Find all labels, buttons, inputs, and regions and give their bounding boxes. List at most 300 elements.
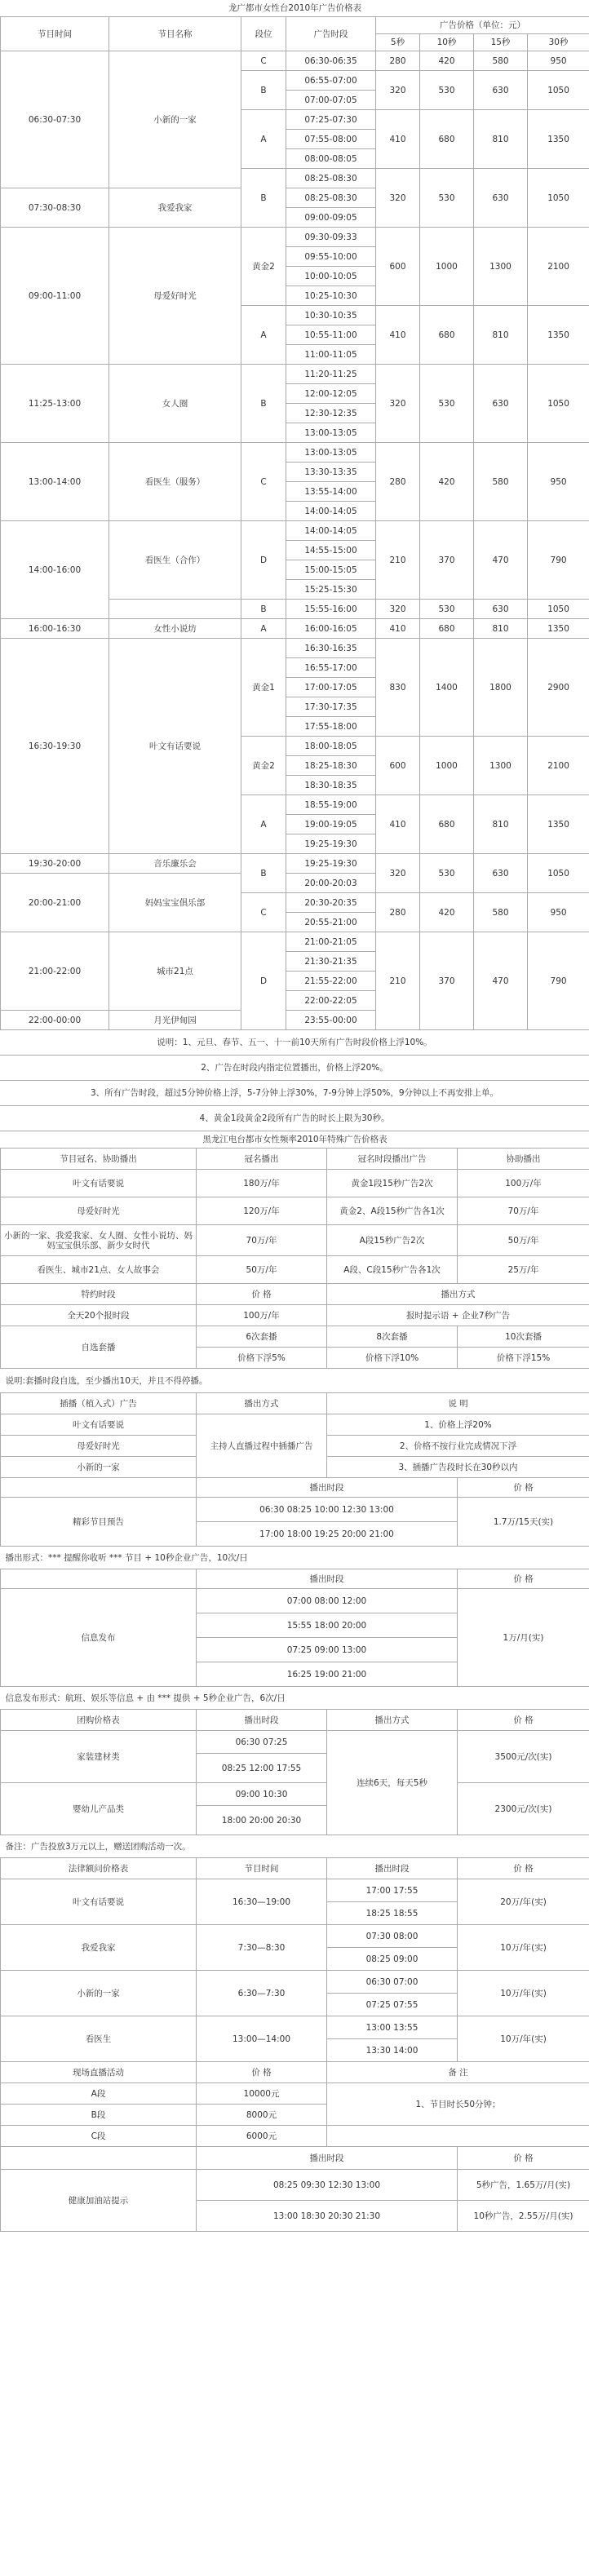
special-cell: 价 格 bbox=[458, 2147, 589, 2170]
schedule-cell: 母爱好时光 bbox=[109, 228, 241, 365]
special-cell: 播出时段 bbox=[197, 1710, 327, 1731]
special-cell: 20万/年(实) bbox=[458, 1879, 589, 1925]
schedule-cell: 1800 bbox=[474, 639, 528, 737]
schedule-cell: 810 bbox=[474, 619, 528, 639]
special-cell: 小新的一家 bbox=[1, 1457, 197, 1478]
schedule-cell: 16:55-17:00 bbox=[286, 658, 376, 678]
schedule-cell: 680 bbox=[420, 619, 474, 639]
special-cell: 信息发布形式：航班、娱乐等信息 + 由 *** 提供 + 5秒企业广告，6次/日 bbox=[1, 1687, 589, 1710]
schedule-cell: 我爱我家 bbox=[109, 188, 241, 228]
special-cell bbox=[1, 1478, 197, 1498]
special-cell: 06:30 07:00 bbox=[327, 1971, 458, 1994]
special-cell: 节目时间 bbox=[197, 1858, 327, 1879]
special-cell: 家装建材类 bbox=[1, 1731, 197, 1783]
schedule-cell: 21:30-21:35 bbox=[286, 952, 376, 972]
schedule-cell: 23:55-00:00 bbox=[286, 1011, 376, 1030]
schedule-cell: 15:00-15:05 bbox=[286, 560, 376, 580]
schedule-cell: 320 bbox=[376, 600, 420, 619]
special-cell: 说 明 bbox=[327, 1393, 589, 1414]
special-cell: 信息发布 bbox=[1, 1589, 197, 1687]
schedule-cell: 城市21点 bbox=[109, 932, 241, 1011]
special-cell: 价 格 bbox=[197, 2062, 327, 2083]
special-row bbox=[1, 1170, 589, 1197]
special-cell: 25万/年 bbox=[458, 1256, 589, 1284]
special-row bbox=[1, 1305, 589, 1326]
schedule-cell: 680 bbox=[420, 110, 474, 169]
special-cell: 07:00 08:00 12:00 bbox=[197, 1589, 458, 1613]
special-cell: 08:25 09:30 12:30 13:00 bbox=[197, 2170, 458, 2201]
schedule-cell: 1350 bbox=[528, 795, 589, 854]
schedule-cell: 20:00-21:00 bbox=[1, 874, 109, 932]
schedule-cell: C bbox=[241, 51, 286, 71]
schedule-cell: C bbox=[241, 443, 286, 521]
schedule-cell: 10秒 bbox=[420, 34, 474, 51]
special-cell: 播出时段 bbox=[197, 1478, 458, 1498]
special-row bbox=[1, 2016, 589, 2039]
special-row bbox=[1, 1589, 589, 1613]
schedule-cell: 630 bbox=[474, 854, 528, 893]
special-cell: 8次套播 bbox=[327, 1326, 458, 1348]
special-cell: 婴幼儿产品类 bbox=[1, 1783, 197, 1835]
special-cell: 看医生 bbox=[1, 2016, 197, 2062]
schedule-row bbox=[1, 443, 589, 463]
schedule-cell: 580 bbox=[474, 51, 528, 71]
note-line: 4、黄金1段黄金2段所有广告的时长上限为30秒。 bbox=[0, 1106, 589, 1131]
schedule-cell: 节目时间 bbox=[1, 17, 109, 51]
special-cell: 50万/年 bbox=[458, 1225, 589, 1256]
schedule-cell: A bbox=[241, 795, 286, 854]
schedule-cell: 630 bbox=[474, 169, 528, 228]
schedule-cell: 月光伊甸园 bbox=[109, 1011, 241, 1030]
schedule-cell: 07:55-08:00 bbox=[286, 130, 376, 149]
special-row bbox=[1, 2126, 589, 2147]
special-cell: 13:00—14:00 bbox=[197, 2016, 327, 2062]
special-row bbox=[1, 2170, 589, 2201]
schedule-cell: 14:00-14:05 bbox=[286, 521, 376, 541]
special-price-table bbox=[0, 1131, 589, 2232]
special-row bbox=[1, 2083, 589, 2105]
schedule-cell: B bbox=[241, 169, 286, 228]
schedule-cell: 10:30-10:35 bbox=[286, 306, 376, 325]
special-cell: 叶文有话要说 bbox=[1, 1414, 197, 1436]
special-cell: 冠名播出 bbox=[197, 1149, 327, 1170]
schedule-cell: 21:55-22:00 bbox=[286, 972, 376, 991]
schedule-cell: 06:55-07:00 bbox=[286, 71, 376, 91]
special-cell: 10万/年(实) bbox=[458, 2016, 589, 2062]
special-row bbox=[1, 1569, 589, 1589]
special-cell: 13:30 14:00 bbox=[327, 2039, 458, 2062]
schedule-cell: 黄金2 bbox=[241, 737, 286, 795]
schedule-cell: 530 bbox=[420, 854, 474, 893]
schedule-cell: 950 bbox=[528, 443, 589, 521]
special-cell: 13:00 13:55 bbox=[327, 2016, 458, 2039]
schedule-cell: 09:00-09:05 bbox=[286, 208, 376, 228]
schedule-cell: 14:55-15:00 bbox=[286, 541, 376, 560]
schedule-cell: 420 bbox=[420, 443, 474, 521]
schedule-cell: 07:00-07:05 bbox=[286, 91, 376, 110]
special-cell: 精彩节目预告 bbox=[1, 1498, 197, 1547]
schedule-notes bbox=[0, 1030, 589, 1131]
special-cell: 价 格 bbox=[458, 1710, 589, 1731]
schedule-cell: 16:00-16:30 bbox=[1, 619, 109, 639]
schedule-cell: 410 bbox=[376, 795, 420, 854]
schedule-cell: 320 bbox=[376, 854, 420, 893]
special-cell: 17:00 18:00 19:25 20:00 21:00 bbox=[197, 1522, 458, 1547]
special-cell: 10000元 bbox=[197, 2083, 327, 2105]
schedule-row bbox=[1, 619, 589, 639]
special-cell: 说明:套播时段自选，至少播出10天，并且不得停播。 bbox=[1, 1369, 589, 1393]
special-cell: 报时提示语 + 企业7秒广告 bbox=[327, 1305, 589, 1326]
schedule-cell: D bbox=[241, 521, 286, 600]
schedule-cell: 21:00-21:05 bbox=[286, 932, 376, 952]
schedule-cell: 07:30-08:30 bbox=[1, 188, 109, 228]
schedule-cell: 节目名称 bbox=[109, 17, 241, 51]
schedule-cell: 1350 bbox=[528, 619, 589, 639]
schedule-cell: 470 bbox=[474, 521, 528, 600]
special-cell: 播出方式 bbox=[327, 1710, 458, 1731]
special-cell: 播出方式 bbox=[197, 1393, 327, 1414]
schedule-cell: 14:00-16:00 bbox=[1, 521, 109, 619]
schedule-cell: 22:00-00:00 bbox=[1, 1011, 109, 1030]
schedule-cell: 06:30-06:35 bbox=[286, 51, 376, 71]
schedule-cell: A bbox=[241, 110, 286, 169]
special-cell: 120万/年 bbox=[197, 1197, 327, 1225]
schedule-cell: 10:55-11:00 bbox=[286, 325, 376, 345]
special-row bbox=[1, 1326, 589, 1348]
schedule-cell: 1000 bbox=[420, 228, 474, 306]
special-row bbox=[1, 1225, 589, 1256]
special-cell: 3、插播广告段时长在30秒以内 bbox=[327, 1457, 589, 1478]
schedule-cell: 410 bbox=[376, 110, 420, 169]
special-row bbox=[1, 1835, 589, 1858]
special-cell: 协助播出 bbox=[458, 1149, 589, 1170]
schedule-cell: A bbox=[241, 306, 286, 365]
schedule-cell: 420 bbox=[420, 893, 474, 932]
special-cell: 07:30 08:00 bbox=[327, 1925, 458, 1948]
schedule-cell: 07:25-07:30 bbox=[286, 110, 376, 130]
schedule-cell: 19:30-20:00 bbox=[1, 854, 109, 874]
special-cell: 看医生、城市21点、女人故事会 bbox=[1, 1256, 197, 1284]
schedule-cell: 09:55-10:00 bbox=[286, 247, 376, 267]
special-cell: 10万/年(实) bbox=[458, 1925, 589, 1971]
special-cell: 6:30—7:30 bbox=[197, 1971, 327, 2016]
schedule-cell: 810 bbox=[474, 795, 528, 854]
schedule-cell: 19:00-19:05 bbox=[286, 815, 376, 834]
schedule-cell: 1300 bbox=[474, 228, 528, 306]
schedule-cell: 12:30-12:35 bbox=[286, 404, 376, 423]
special-cell: 06:30 07:25 bbox=[197, 1731, 327, 1754]
schedule-cell: 广告时段 bbox=[286, 17, 376, 51]
special-cell: 冠名时段播出广告 bbox=[327, 1149, 458, 1170]
schedule-cell: 1050 bbox=[528, 365, 589, 443]
schedule-cell: 410 bbox=[376, 619, 420, 639]
schedule-cell: 12:00-12:05 bbox=[286, 384, 376, 404]
schedule-cell: 17:30-17:35 bbox=[286, 697, 376, 717]
note-line: 2、广告在时段内指定位置播出，价格上浮20%。 bbox=[0, 1056, 589, 1081]
special-cell: 主持人直播过程中插播广告 bbox=[197, 1414, 327, 1478]
schedule-cell: 580 bbox=[474, 443, 528, 521]
special-cell: 连续6天，每天5秒 bbox=[327, 1731, 458, 1835]
schedule-cell: 16:30-16:35 bbox=[286, 639, 376, 658]
schedule-cell: 600 bbox=[376, 737, 420, 795]
special-cell: 3500元/次(实) bbox=[458, 1731, 589, 1783]
special-cell: 08:25 09:00 bbox=[327, 1948, 458, 1971]
schedule-row bbox=[1, 639, 589, 658]
schedule-cell: 210 bbox=[376, 932, 420, 1030]
schedule-cell: 1400 bbox=[420, 639, 474, 737]
special-row bbox=[1, 1783, 589, 1806]
schedule-cell: B bbox=[241, 365, 286, 443]
special-cell: 播出形式：*** 提醒你收听 *** 节目 + 10秒企业广告，10次/日 bbox=[1, 1547, 589, 1569]
schedule-cell: 20:55-21:00 bbox=[286, 913, 376, 932]
schedule-row bbox=[1, 51, 589, 71]
special-row bbox=[1, 1731, 589, 1754]
schedule-cell: 19:25-19:30 bbox=[286, 834, 376, 854]
special-row bbox=[1, 1858, 589, 1879]
schedule-cell: 08:25-08:30 bbox=[286, 169, 376, 188]
special-cell: 黄金2、A段15秒广告各1次 bbox=[327, 1197, 458, 1225]
schedule-cell: 13:55-14:00 bbox=[286, 482, 376, 502]
special-title: 黑龙江电台都市女性频率2010年特殊广告价格表 bbox=[202, 1135, 388, 1144]
special-row bbox=[1, 2062, 589, 2083]
schedule-cell: 18:00-18:05 bbox=[286, 737, 376, 756]
special-row bbox=[1, 1687, 589, 1710]
schedule-cell: 音乐廉乐会 bbox=[109, 854, 241, 874]
special-cell: 100万/年 bbox=[458, 1170, 589, 1197]
schedule-cell: 5秒 bbox=[376, 34, 420, 51]
schedule-cell: 09:00-11:00 bbox=[1, 228, 109, 365]
special-cell: 1.7万/15天(实) bbox=[458, 1498, 589, 1547]
schedule-cell: 630 bbox=[474, 600, 528, 619]
schedule-cell: 广告价格（单位：元） bbox=[376, 17, 589, 34]
special-row bbox=[1, 1149, 589, 1170]
schedule-cell: 17:00-17:05 bbox=[286, 678, 376, 697]
special-row bbox=[1, 1478, 589, 1498]
schedule-row bbox=[1, 228, 589, 247]
schedule-cell: 16:30-19:30 bbox=[1, 639, 109, 854]
schedule-cell: 10:00-10:05 bbox=[286, 267, 376, 286]
special-cell: 我爱我家 bbox=[1, 1925, 197, 1971]
schedule-cell: 530 bbox=[420, 600, 474, 619]
schedule-cell: 2100 bbox=[528, 737, 589, 795]
schedule-cell: 09:30-09:33 bbox=[286, 228, 376, 247]
schedule-cell: 19:25-19:30 bbox=[286, 854, 376, 874]
special-cell: 价格下浮15% bbox=[458, 1348, 589, 1369]
special-cell: 5秒广告，1.65万/月(实) bbox=[458, 2170, 589, 2201]
schedule-cell: 06:30-07:30 bbox=[1, 51, 109, 188]
special-row bbox=[1, 1925, 589, 1948]
special-cell: 6000元 bbox=[197, 2126, 327, 2147]
special-row bbox=[1, 1710, 589, 1731]
special-cell: 节目冠名、协助播出 bbox=[1, 1149, 197, 1170]
special-cell: 08:25 12:00 17:55 bbox=[197, 1754, 327, 1783]
schedule-cell: 680 bbox=[420, 795, 474, 854]
special-cell: 价格下浮10% bbox=[327, 1348, 458, 1369]
schedule-cell: 黄金1 bbox=[241, 639, 286, 737]
schedule-cell: 15:55-16:00 bbox=[286, 600, 376, 619]
schedule-title: 龙广都市女性台2010年广告价格表 bbox=[228, 3, 362, 13]
schedule-cell: 1000 bbox=[420, 737, 474, 795]
schedule-cell: C bbox=[241, 893, 286, 932]
special-cell: 7:30—8:30 bbox=[197, 1925, 327, 1971]
schedule-row bbox=[1, 932, 589, 952]
schedule-cell: 280 bbox=[376, 893, 420, 932]
schedule-cell: 410 bbox=[376, 306, 420, 365]
special-cell: 2300元/次(实) bbox=[458, 1783, 589, 1835]
special-row bbox=[1, 1197, 589, 1225]
schedule-cell: 580 bbox=[474, 893, 528, 932]
special-cell: 价格下浮5% bbox=[197, 1348, 327, 1369]
schedule-cell: 22:00-22:05 bbox=[286, 991, 376, 1011]
schedule-cell: 320 bbox=[376, 71, 420, 110]
special-cell: 备注：广告投放3万元以上，赠送团购活动一次。 bbox=[1, 1835, 589, 1858]
special-row bbox=[1, 1369, 589, 1393]
schedule-cell: 280 bbox=[376, 443, 420, 521]
schedule-cell: 10:25-10:30 bbox=[286, 286, 376, 306]
special-cell: 1万/月(实) bbox=[458, 1589, 589, 1687]
schedule-cell: 1300 bbox=[474, 737, 528, 795]
schedule-cell: 叶文有话要说 bbox=[109, 639, 241, 854]
special-row bbox=[1, 2147, 589, 2170]
schedule-cell: 20:00-20:03 bbox=[286, 874, 376, 893]
schedule-cell: 370 bbox=[420, 932, 474, 1030]
schedule-cell: 1350 bbox=[528, 306, 589, 365]
schedule-cell: 630 bbox=[474, 365, 528, 443]
schedule-cell: 420 bbox=[420, 51, 474, 71]
schedule-cell: 2100 bbox=[528, 228, 589, 306]
schedule-cell: 小新的一家 bbox=[109, 51, 241, 188]
schedule-row bbox=[1, 365, 589, 384]
schedule-cell: 370 bbox=[420, 521, 474, 600]
special-cell: 现场直播活动 bbox=[1, 2062, 197, 2083]
schedule-cell: 470 bbox=[474, 932, 528, 1030]
special-cell: 小新的一家、我爱我家、女人圈、女性小说坊、妈妈宝宝俱乐部、新少女时代 bbox=[1, 1225, 197, 1256]
special-cell: 8000元 bbox=[197, 2105, 327, 2126]
schedule-cell: 13:30-13:35 bbox=[286, 463, 376, 482]
special-cell: A段、C段15秒广告各1次 bbox=[327, 1256, 458, 1284]
schedule-cell: 黄金2 bbox=[241, 228, 286, 306]
special-cell: 母爱好时光 bbox=[1, 1197, 197, 1225]
special-cell: 09:00 10:30 bbox=[197, 1783, 327, 1806]
special-cell: 1、节目时长50分钟； bbox=[327, 2083, 589, 2126]
schedule-cell: 830 bbox=[376, 639, 420, 737]
schedule-cell: 11:20-11:25 bbox=[286, 365, 376, 384]
schedule-cell: 950 bbox=[528, 51, 589, 71]
schedule-cell: 15:25-15:30 bbox=[286, 580, 376, 600]
schedule-cell: 妈妈宝宝俱乐部 bbox=[109, 874, 241, 932]
special-cell: 黄金1段15秒广告2次 bbox=[327, 1170, 458, 1197]
special-cell: C段 bbox=[1, 2126, 197, 2147]
special-cell: 10万/年(实) bbox=[458, 1971, 589, 2016]
schedule-cell: 2900 bbox=[528, 639, 589, 737]
special-row bbox=[1, 1498, 589, 1522]
schedule-cell: 女人圈 bbox=[109, 365, 241, 443]
schedule-cell: 790 bbox=[528, 521, 589, 600]
special-cell: 18:00 20:00 20:30 bbox=[197, 1806, 327, 1835]
special-cell: 播出时段 bbox=[197, 1569, 458, 1589]
special-cell: 叶文有话要说 bbox=[1, 1879, 197, 1925]
schedule-cell bbox=[109, 600, 241, 619]
special-cell bbox=[1, 1569, 197, 1589]
special-cell: 16:25 19:00 21:00 bbox=[197, 1662, 458, 1687]
special-cell: 10秒广告，2.55万/月(实) bbox=[458, 2201, 589, 2232]
schedule-cell: 13:00-13:05 bbox=[286, 423, 376, 443]
special-cell: 播出方式 bbox=[327, 1284, 589, 1305]
schedule-cell: 790 bbox=[528, 932, 589, 1030]
schedule-cell: 530 bbox=[420, 71, 474, 110]
schedule-cell: 530 bbox=[420, 169, 474, 228]
special-cell: 1、价格上浮20% bbox=[327, 1414, 589, 1436]
special-cell: 70万/年 bbox=[197, 1225, 327, 1256]
special-cell: 13:00 18:30 20:30 21:30 bbox=[197, 2201, 458, 2232]
schedule-row bbox=[1, 854, 589, 874]
special-cell: 180万/年 bbox=[197, 1170, 327, 1197]
schedule-cell: 女性小说坊 bbox=[109, 619, 241, 639]
schedule-row bbox=[1, 17, 589, 34]
special-cell: 价 格 bbox=[458, 1569, 589, 1589]
schedule-cell: 08:25-08:30 bbox=[286, 188, 376, 208]
schedule-cell: 810 bbox=[474, 110, 528, 169]
schedule-cell: 680 bbox=[420, 306, 474, 365]
special-cell: 70万/年 bbox=[458, 1197, 589, 1225]
schedule-cell: 1050 bbox=[528, 600, 589, 619]
schedule-cell: 1050 bbox=[528, 169, 589, 228]
special-cell: A段 bbox=[1, 2083, 197, 2105]
schedule-cell: 1350 bbox=[528, 110, 589, 169]
special-cell: 16:30—19:00 bbox=[197, 1879, 327, 1925]
note-line: 3、所有广告时段，超过5分钟价格上浮，5-7分钟上浮30%，7-9分钟上浮50%，9分钟以上不再安排上单。 bbox=[0, 1081, 589, 1106]
special-row bbox=[1, 1284, 589, 1305]
special-cell: 小新的一家 bbox=[1, 1971, 197, 2016]
special-cell: 插播（植入式）广告 bbox=[1, 1393, 197, 1414]
special-cell: 100万/年 bbox=[197, 1305, 327, 1326]
schedule-cell: 14:00-14:05 bbox=[286, 502, 376, 521]
special-cell: 特约时段 bbox=[1, 1284, 197, 1305]
special-cell: 价 格 bbox=[458, 1858, 589, 1879]
special-cell: 10次套播 bbox=[458, 1326, 589, 1348]
special-cell: 价 格 bbox=[458, 1478, 589, 1498]
schedule-cell: 13:00-13:05 bbox=[286, 443, 376, 463]
special-cell: 价 格 bbox=[197, 1284, 327, 1305]
schedule-cell: 11:25-13:00 bbox=[1, 365, 109, 443]
special-cell: 播出时段 bbox=[327, 1858, 458, 1879]
schedule-cell: 看医生（服务） bbox=[109, 443, 241, 521]
schedule-cell: 21:00-22:00 bbox=[1, 932, 109, 1011]
schedule-cell: 1050 bbox=[528, 71, 589, 110]
special-cell: B段 bbox=[1, 2105, 197, 2126]
schedule-cell: 17:55-18:00 bbox=[286, 717, 376, 737]
schedule-cell: 11:00-11:05 bbox=[286, 345, 376, 365]
schedule-cell: 320 bbox=[376, 169, 420, 228]
special-cell: 叶文有话要说 bbox=[1, 1170, 197, 1197]
special-row bbox=[1, 1393, 589, 1414]
special-cell: 备 注 bbox=[327, 2062, 589, 2083]
schedule-cell: 18:25-18:30 bbox=[286, 756, 376, 776]
special-cell: 15:55 18:00 20:00 bbox=[197, 1613, 458, 1638]
schedule-cell: B bbox=[241, 854, 286, 893]
schedule-cell: 18:30-18:35 bbox=[286, 776, 376, 795]
special-cell: 2、价格不按行业完成情况下浮 bbox=[327, 1436, 589, 1457]
special-cell: 07:25 09:00 13:00 bbox=[197, 1638, 458, 1662]
schedule-cell: 600 bbox=[376, 228, 420, 306]
special-cell: 自选套播 bbox=[1, 1326, 197, 1369]
schedule-price-table bbox=[0, 0, 589, 1030]
schedule-cell: 08:00-08:05 bbox=[286, 149, 376, 169]
special-cell: A段15秒广告2次 bbox=[327, 1225, 458, 1256]
special-cell: 法律额问价格表 bbox=[1, 1858, 197, 1879]
special-row bbox=[1, 1879, 589, 1902]
special-cell: 母爱好时光 bbox=[1, 1436, 197, 1457]
